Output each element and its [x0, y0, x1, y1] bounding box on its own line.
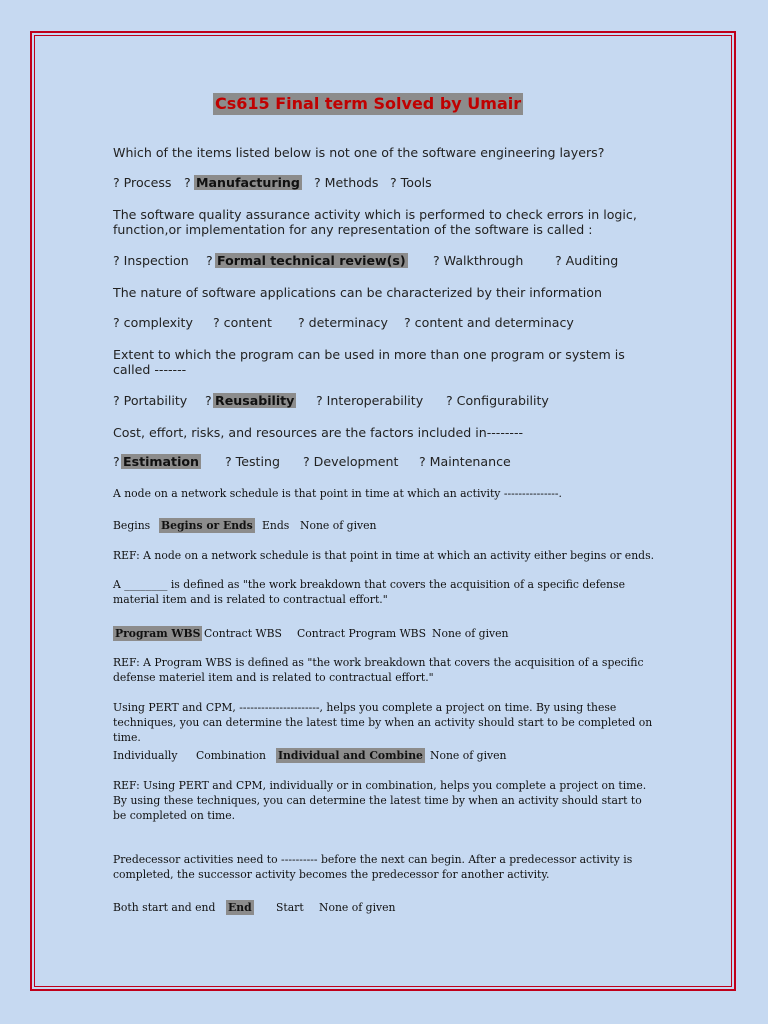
- option: ? Walkthrough: [433, 253, 524, 268]
- option: ? Auditing: [555, 253, 619, 268]
- question-5: Cost, effort, risks, and resources are the factors included in--------: [113, 425, 524, 440]
- answer-highlight: Manufacturing: [196, 175, 300, 190]
- reference-8: REF: Using PERT and CPM, individually or in combination, helps you complete a project on time. By using these techniques, you can determine the latest time by when an activity should start to be completed on time.: [113, 779, 647, 822]
- option: ? Process: [113, 175, 172, 190]
- question-6: A node on a network schedule is that point in time at which an activity ---------------.: [113, 487, 562, 500]
- option: ? content and determinacy: [404, 315, 574, 330]
- question-1: Which of the items listed below is not one of the software engineering layers?: [113, 145, 605, 160]
- option: Combination: [196, 749, 267, 762]
- option-marker: ?: [206, 253, 213, 268]
- option: Contract WBS: [204, 627, 282, 640]
- option: Begins: [113, 519, 151, 532]
- option: None of given: [432, 627, 509, 640]
- option: Individually: [113, 749, 178, 762]
- option: Start: [276, 901, 304, 914]
- answer-highlight: Begins or Ends: [161, 519, 253, 532]
- option: Both start and end: [113, 901, 216, 914]
- question-7: A ________ is defined as "the work breakdown that covers the acquisition of a specific defense material item and is related to contractual effort.": [113, 578, 625, 606]
- option-marker: ?: [113, 454, 120, 469]
- option: Contract Program WBS: [297, 627, 427, 640]
- question-9: Predecessor activities need to ---------- before the next can begin. After a predecessor activity is completed, the successor activity becomes the predecessor for another activity.: [113, 853, 633, 881]
- option: ? content: [213, 315, 272, 330]
- option: ? Inspection: [113, 253, 189, 268]
- option: ? Interoperability: [316, 393, 424, 408]
- option: ? Maintenance: [419, 454, 511, 469]
- option: ? Portability: [113, 393, 188, 408]
- document-title: Cs615 Final term Solved by Umair: [215, 94, 522, 113]
- question-2: The software quality assurance activity which is performed to check errors in logic, function,or implementation for any representation of the software is called :: [113, 207, 637, 237]
- option: ? Tools: [390, 175, 432, 190]
- option: ? Configurability: [446, 393, 549, 408]
- answer-highlight: Individual and Combine: [278, 749, 423, 762]
- answer-highlight: Estimation: [123, 454, 200, 469]
- answer-highlight: End: [228, 901, 252, 914]
- answer-highlight: Program WBS: [115, 627, 201, 640]
- reference-6: REF: A node on a network schedule is that point in time at which an activity either begins or ends.: [113, 549, 655, 562]
- option: ? determinacy: [298, 315, 388, 330]
- answer-highlight: Reusability: [215, 393, 295, 408]
- option: None of given: [430, 749, 507, 762]
- question-8: Using PERT and CPM, ----------------------, helps you complete a project on time. By using these techniques, you can determine the latest time by when an activity should start to be completed on time.: [113, 701, 653, 744]
- option-marker: ?: [184, 175, 191, 190]
- question-4: Extent to which the program can be used in more than one program or system is called -------: [113, 347, 625, 377]
- option-marker: ?: [205, 393, 212, 408]
- option: ? Methods: [314, 175, 379, 190]
- answer-highlight: Formal technical review(s): [217, 253, 406, 268]
- reference-7: REF: A Program WBS is defined as "the work breakdown that covers the acquisition of a specific defense materiel item and is related to contractual effort.": [113, 656, 644, 684]
- option: None of given: [300, 519, 377, 532]
- option: ? Development: [303, 454, 399, 469]
- option: ? Testing: [225, 454, 280, 469]
- question-3: The nature of software applications can be characterized by their information: [113, 285, 602, 300]
- option: Ends: [262, 519, 290, 532]
- option: ? complexity: [113, 315, 193, 330]
- option: None of given: [319, 901, 396, 914]
